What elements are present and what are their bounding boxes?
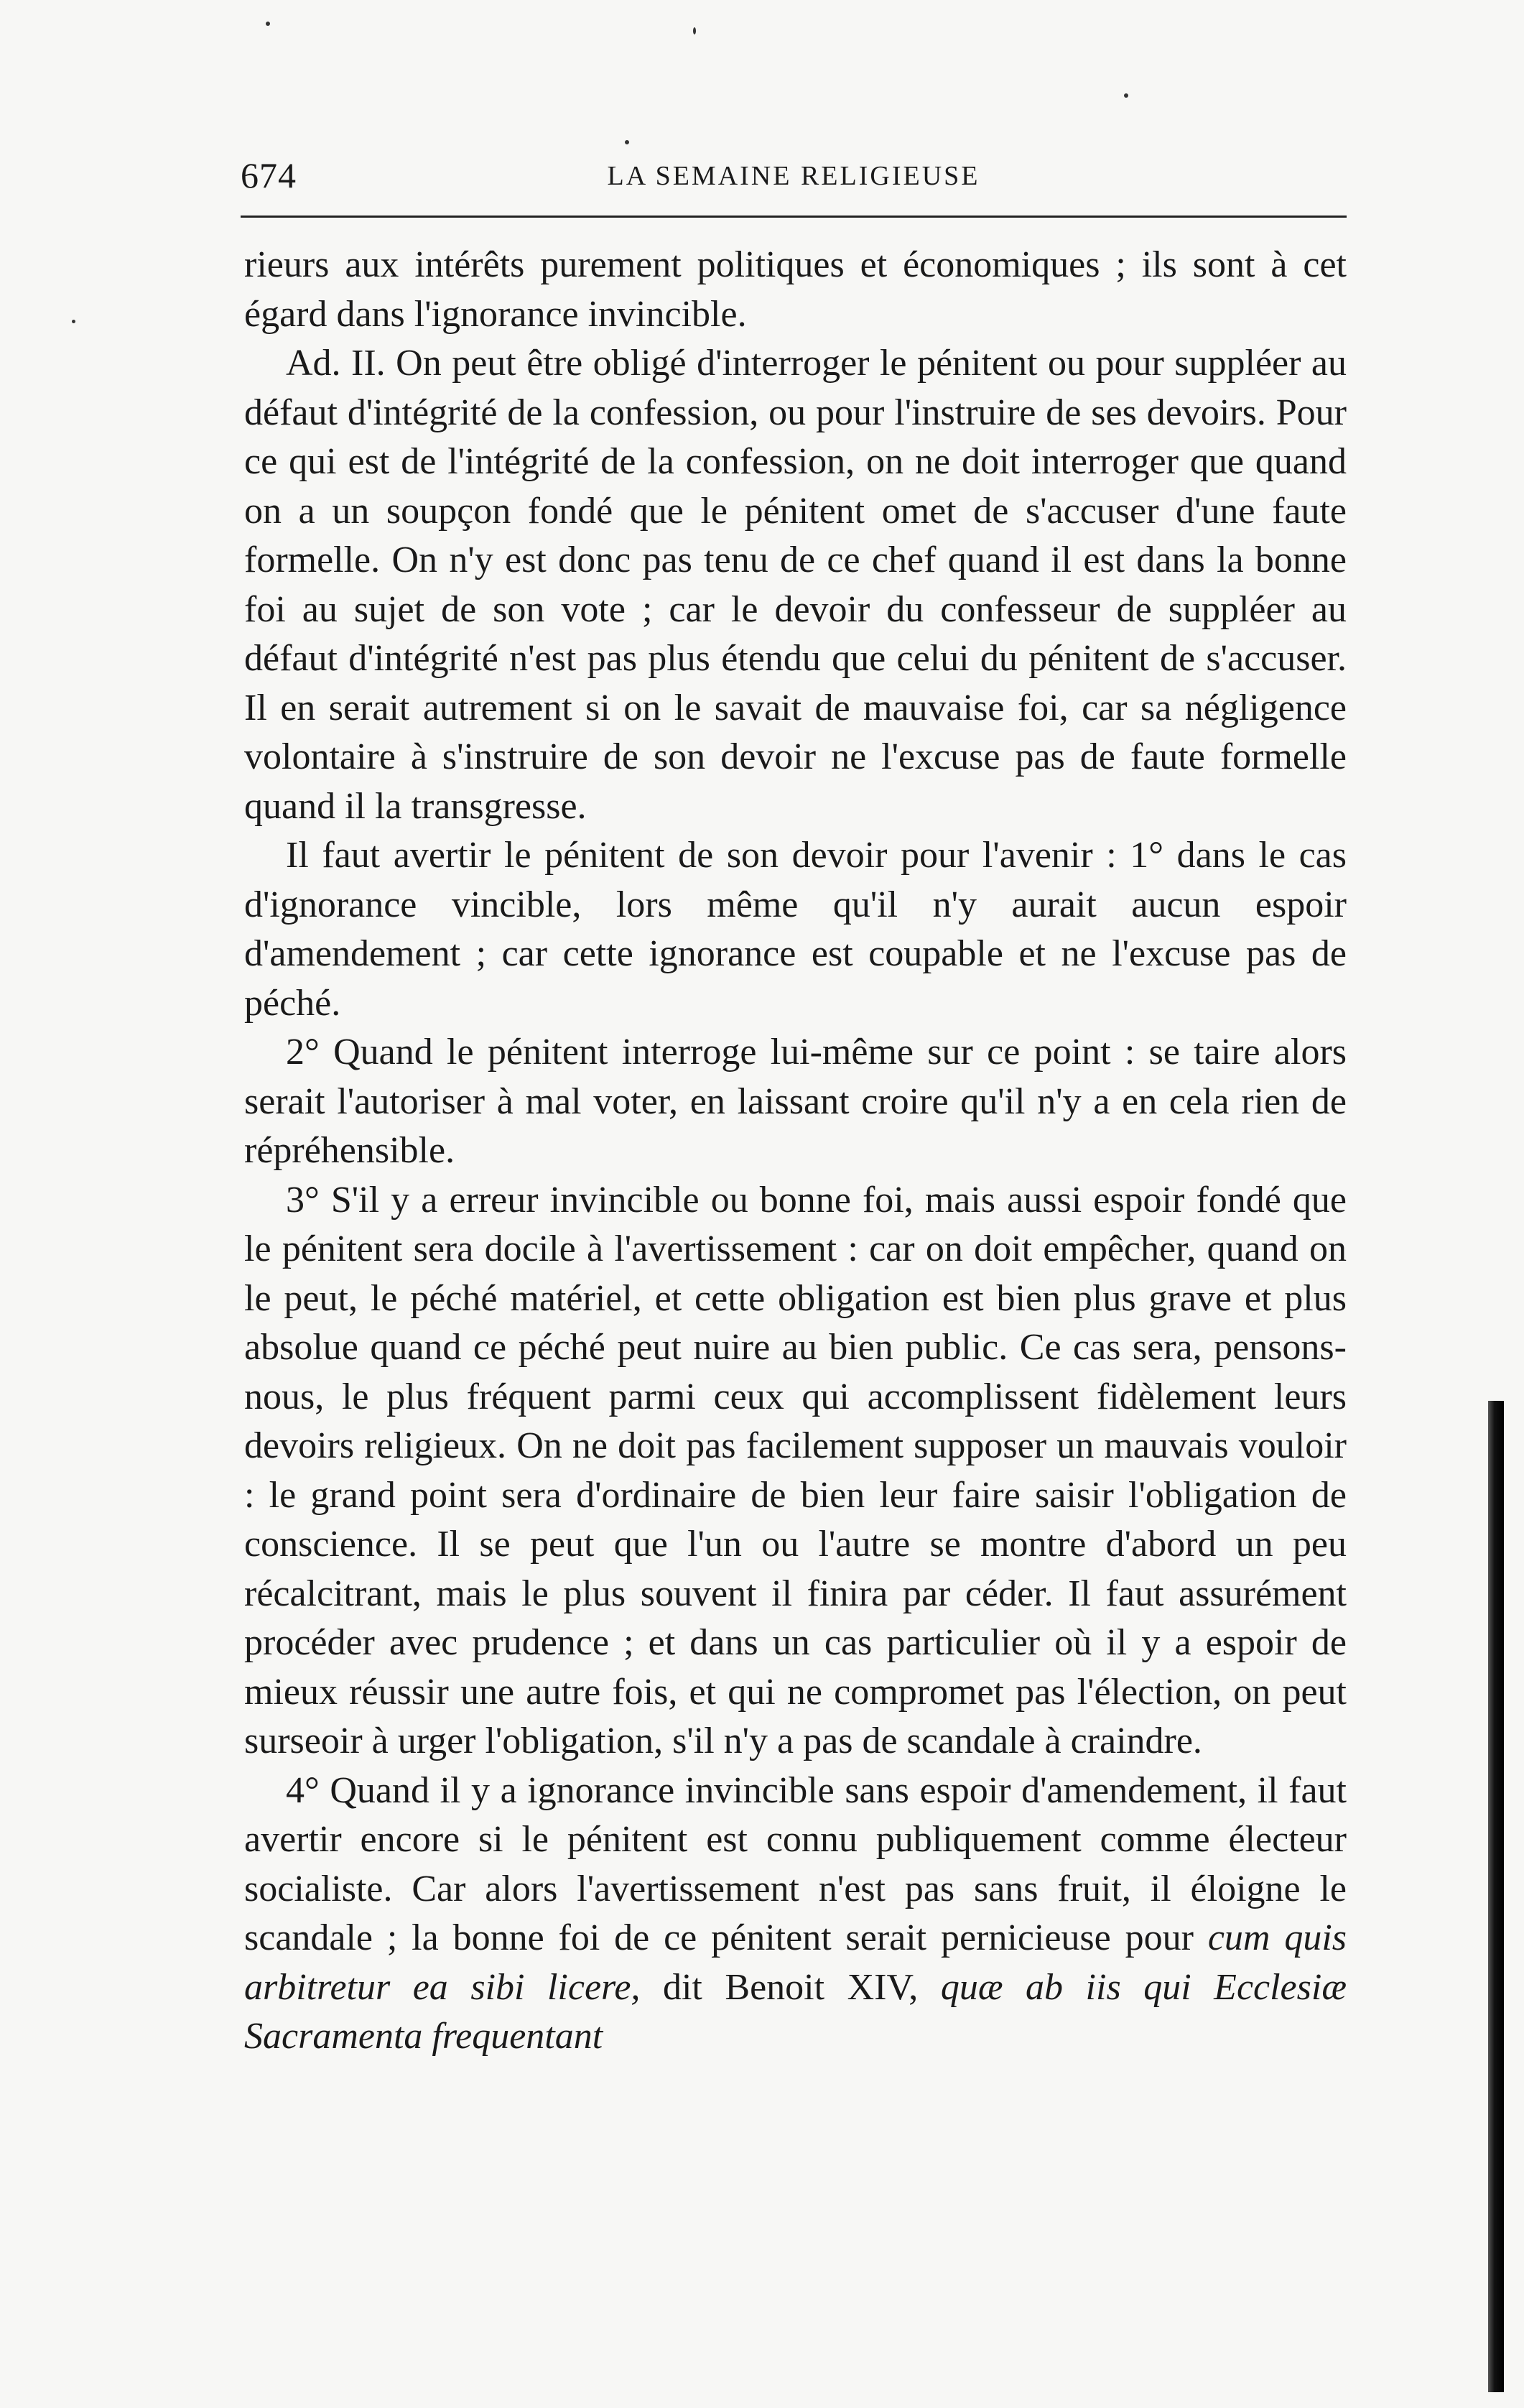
scan-speck [625, 140, 629, 144]
paragraph-6-mid: dit Benoit XIV, [662, 1966, 919, 2008]
paragraph-6 [244, 1766, 1347, 2062]
paragraph-2: Ad. II. On peut être obligé d'interroger le pénitent ou pour suppléer au défaut d'intégrité de la confession, ou pour l'instruire de ses devoirs. Pour ce qui est de l'intégrité de la confession, on ne doit interroger que quand on a un soupçon fondé que le pénitent omet de s'accuser d'une faute formelle. On n'y est donc pas tenu de ce chef quand il est dans la bonne foi au sujet de son vote ; car le devoir du confesseur de suppléer au défaut d'intégrité n'est pas plus étendu que celui du pénitent de s'accuser. Il en serait autrement si on le savait de mauvaise foi, car sa négligence volontaire à s'instruire de son devoir ne l'excuse pas de faute formelle quand il la transgresse. [244, 343, 1347, 827]
paragraph-5: 3° S'il y a erreur invincible ou bonne foi, mais aussi espoir fondé que le pénitent sera docile à l'avertissement : car on doit empêcher, quand on le peut, le péché matériel, et cette obligation est bien plus grave et plus absolue quand ce péché peut nuire au bien public. Ce cas sera, pensons-nous, le plus fréquent parmi ceux qui accomplissent fidèlement leurs devoirs religieux. On ne doit pas facilement supposer un mauvais vouloir : le grand point sera d'ordinaire de bien leur faire saisir l'obligation de conscience. Il se peut que l'un ou l'autre se montre d'abord un peu récalcitrant, mais le plus souvent il finira par céder. Il faut assurément procéder avec prudence ; et dans un cas particulier où il y a espoir de mieux réussir une autre fois, et qui ne compromet pas l'élection, on peut surseoir à urger l'obligation, s'il n'y a pas de scandale à craindre. [244, 1179, 1347, 1761]
scan-edge-shadow [1488, 1401, 1504, 2392]
page-header [241, 154, 1347, 205]
latin-quote-2: quæ ab iis qui Ecclesiæ Sacramenta frequentant [244, 1966, 1347, 2057]
body-text [244, 241, 1347, 2062]
page-number: 674 [241, 155, 297, 195]
paragraph-1: rieurs aux intérêts purement politiques et économiques ; ils sont à cet égard dans l'ignorance invincible. [244, 244, 1347, 335]
scan-speck [72, 320, 75, 323]
scan-speck [266, 22, 270, 26]
paragraph-6-start: 4° Quand il y a ignorance invincible sans espoir d'amendement, il faut avertir encore si le pénitent est connu publiquement comme électeur socialiste. Car alors l'avertissement n'est pas sans fruit, il éloigne le scandale ; la bonne foi de ce pénitent serait pernicieuse pour [244, 1769, 1347, 1958]
header-rule [241, 216, 1347, 218]
scan-speck [1124, 93, 1128, 98]
paragraph-4: 2° Quand le pénitent interroge lui-même sur ce point : se taire alors serait l'autoriser à mal voter, en laissant croire qu'il n'y a en cela rien de répréhensible. [244, 1032, 1347, 1171]
scan-speck [693, 27, 696, 34]
running-title: LA SEMAINE RELIGIEUSE [607, 161, 980, 191]
latin-quote-1: cum quis arbitretur ea sibi licere, [244, 1917, 1347, 2008]
paragraph-3: Il faut avertir le pénitent de son devoir pour l'avenir : 1° dans le cas d'ignorance vincible, lors même qu'il n'y aurait aucun espoir d'amendement ; car cette ignorance est coupable et ne l'excuse pas de péché. [244, 835, 1347, 1024]
